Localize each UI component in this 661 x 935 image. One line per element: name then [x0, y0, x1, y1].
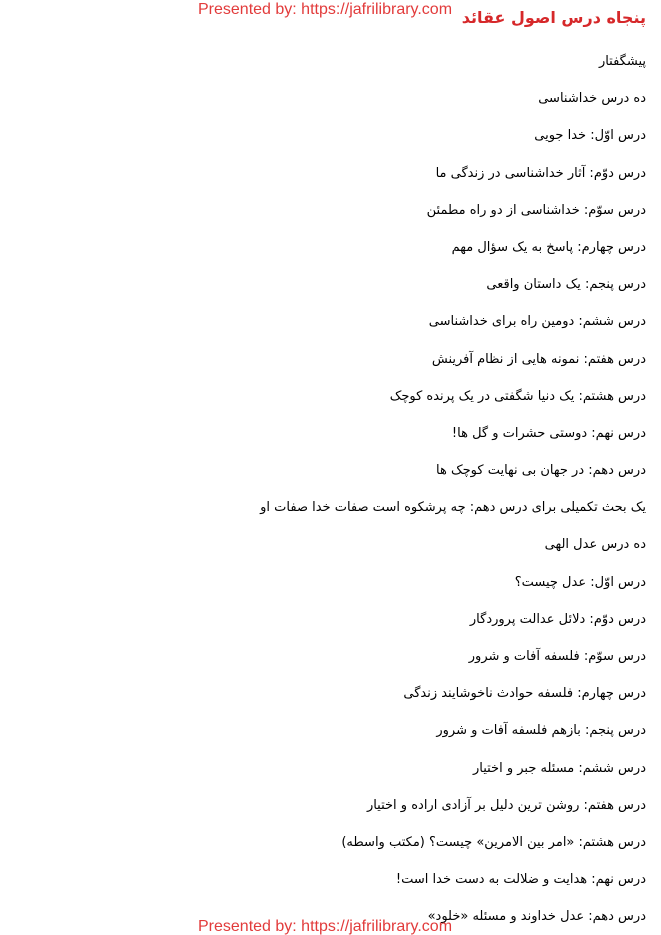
toc-item: پیشگفتار [598, 54, 646, 69]
toc-item: درس پنجم: یک داستان واقعی [486, 277, 646, 293]
toc-item: درس چهارم: پاسخ به یک سؤال مهم [451, 239, 646, 255]
table-of-contents [260, 51, 646, 935]
toc-item: درس دهم: عدل خداوند و مسئله «خلود» [427, 909, 646, 925]
toc-item: درس ششم: مسئله جبر و اختیار [472, 760, 646, 776]
toc-item: درس هفتم: روشن ترین دلیل بر آزادی اراده و اختیار [366, 797, 646, 813]
toc-item: درس هشتم: «امر بین الامرین» چیست؟ (مکتب واسطه) [341, 834, 646, 850]
toc-item: درس دوّم: آثار خداشناسی در زندگی ما [435, 165, 646, 181]
toc-item: درس سوّم: فلسفه آفات و شرور [468, 649, 646, 664]
document-title: پنجاه درس اصول عقائد [461, 8, 646, 27]
toc-item: درس ششم: دومین راه برای خداشناسی [428, 314, 646, 330]
watermark-top: Presented by: https://jafrilibrary.com [198, 1, 453, 18]
watermark-bottom: Presented by: https://jafrilibrary.com [198, 918, 453, 935]
toc-item: درس چهارم: فلسفه حوادث ناخوشایند زندگی [403, 686, 646, 702]
toc-item: درس دوّم: دلائل عدالت پروردگار [469, 611, 646, 627]
toc-item: درس نهم: هدایت و ضلالت به دست خدا است! [395, 872, 646, 888]
toc-item: درس اوّل: خدا جویی [534, 128, 646, 144]
toc-item: درس نهم: دوستی حشرات و گل ها! [451, 425, 646, 441]
toc-item: درس دهم: در جهان بی نهایت کوچک ها [436, 463, 646, 479]
toc-item: درس اوّل: عدل چیست؟ [514, 574, 646, 590]
toc-item: درس پنجم: بازهم فلسفه آفات و شرور [436, 723, 646, 739]
toc-item: ده درس عدل الهی [544, 537, 646, 553]
toc-item: درس هشتم: یک دنیا شگفتی در یک پرنده کوچک [389, 388, 646, 404]
toc-item: درس سوّم: خداشناسی از دو راه مطمئن [426, 202, 646, 218]
toc-item: درس هفتم: نمونه هایی از نظام آفرینش [431, 351, 646, 367]
toc-item: ده درس خداشناسی [538, 91, 646, 107]
toc-item: یک بحث تکمیلی برای درس دهم: چه پرشکوه است صفات خدا صفات او [260, 500, 646, 516]
